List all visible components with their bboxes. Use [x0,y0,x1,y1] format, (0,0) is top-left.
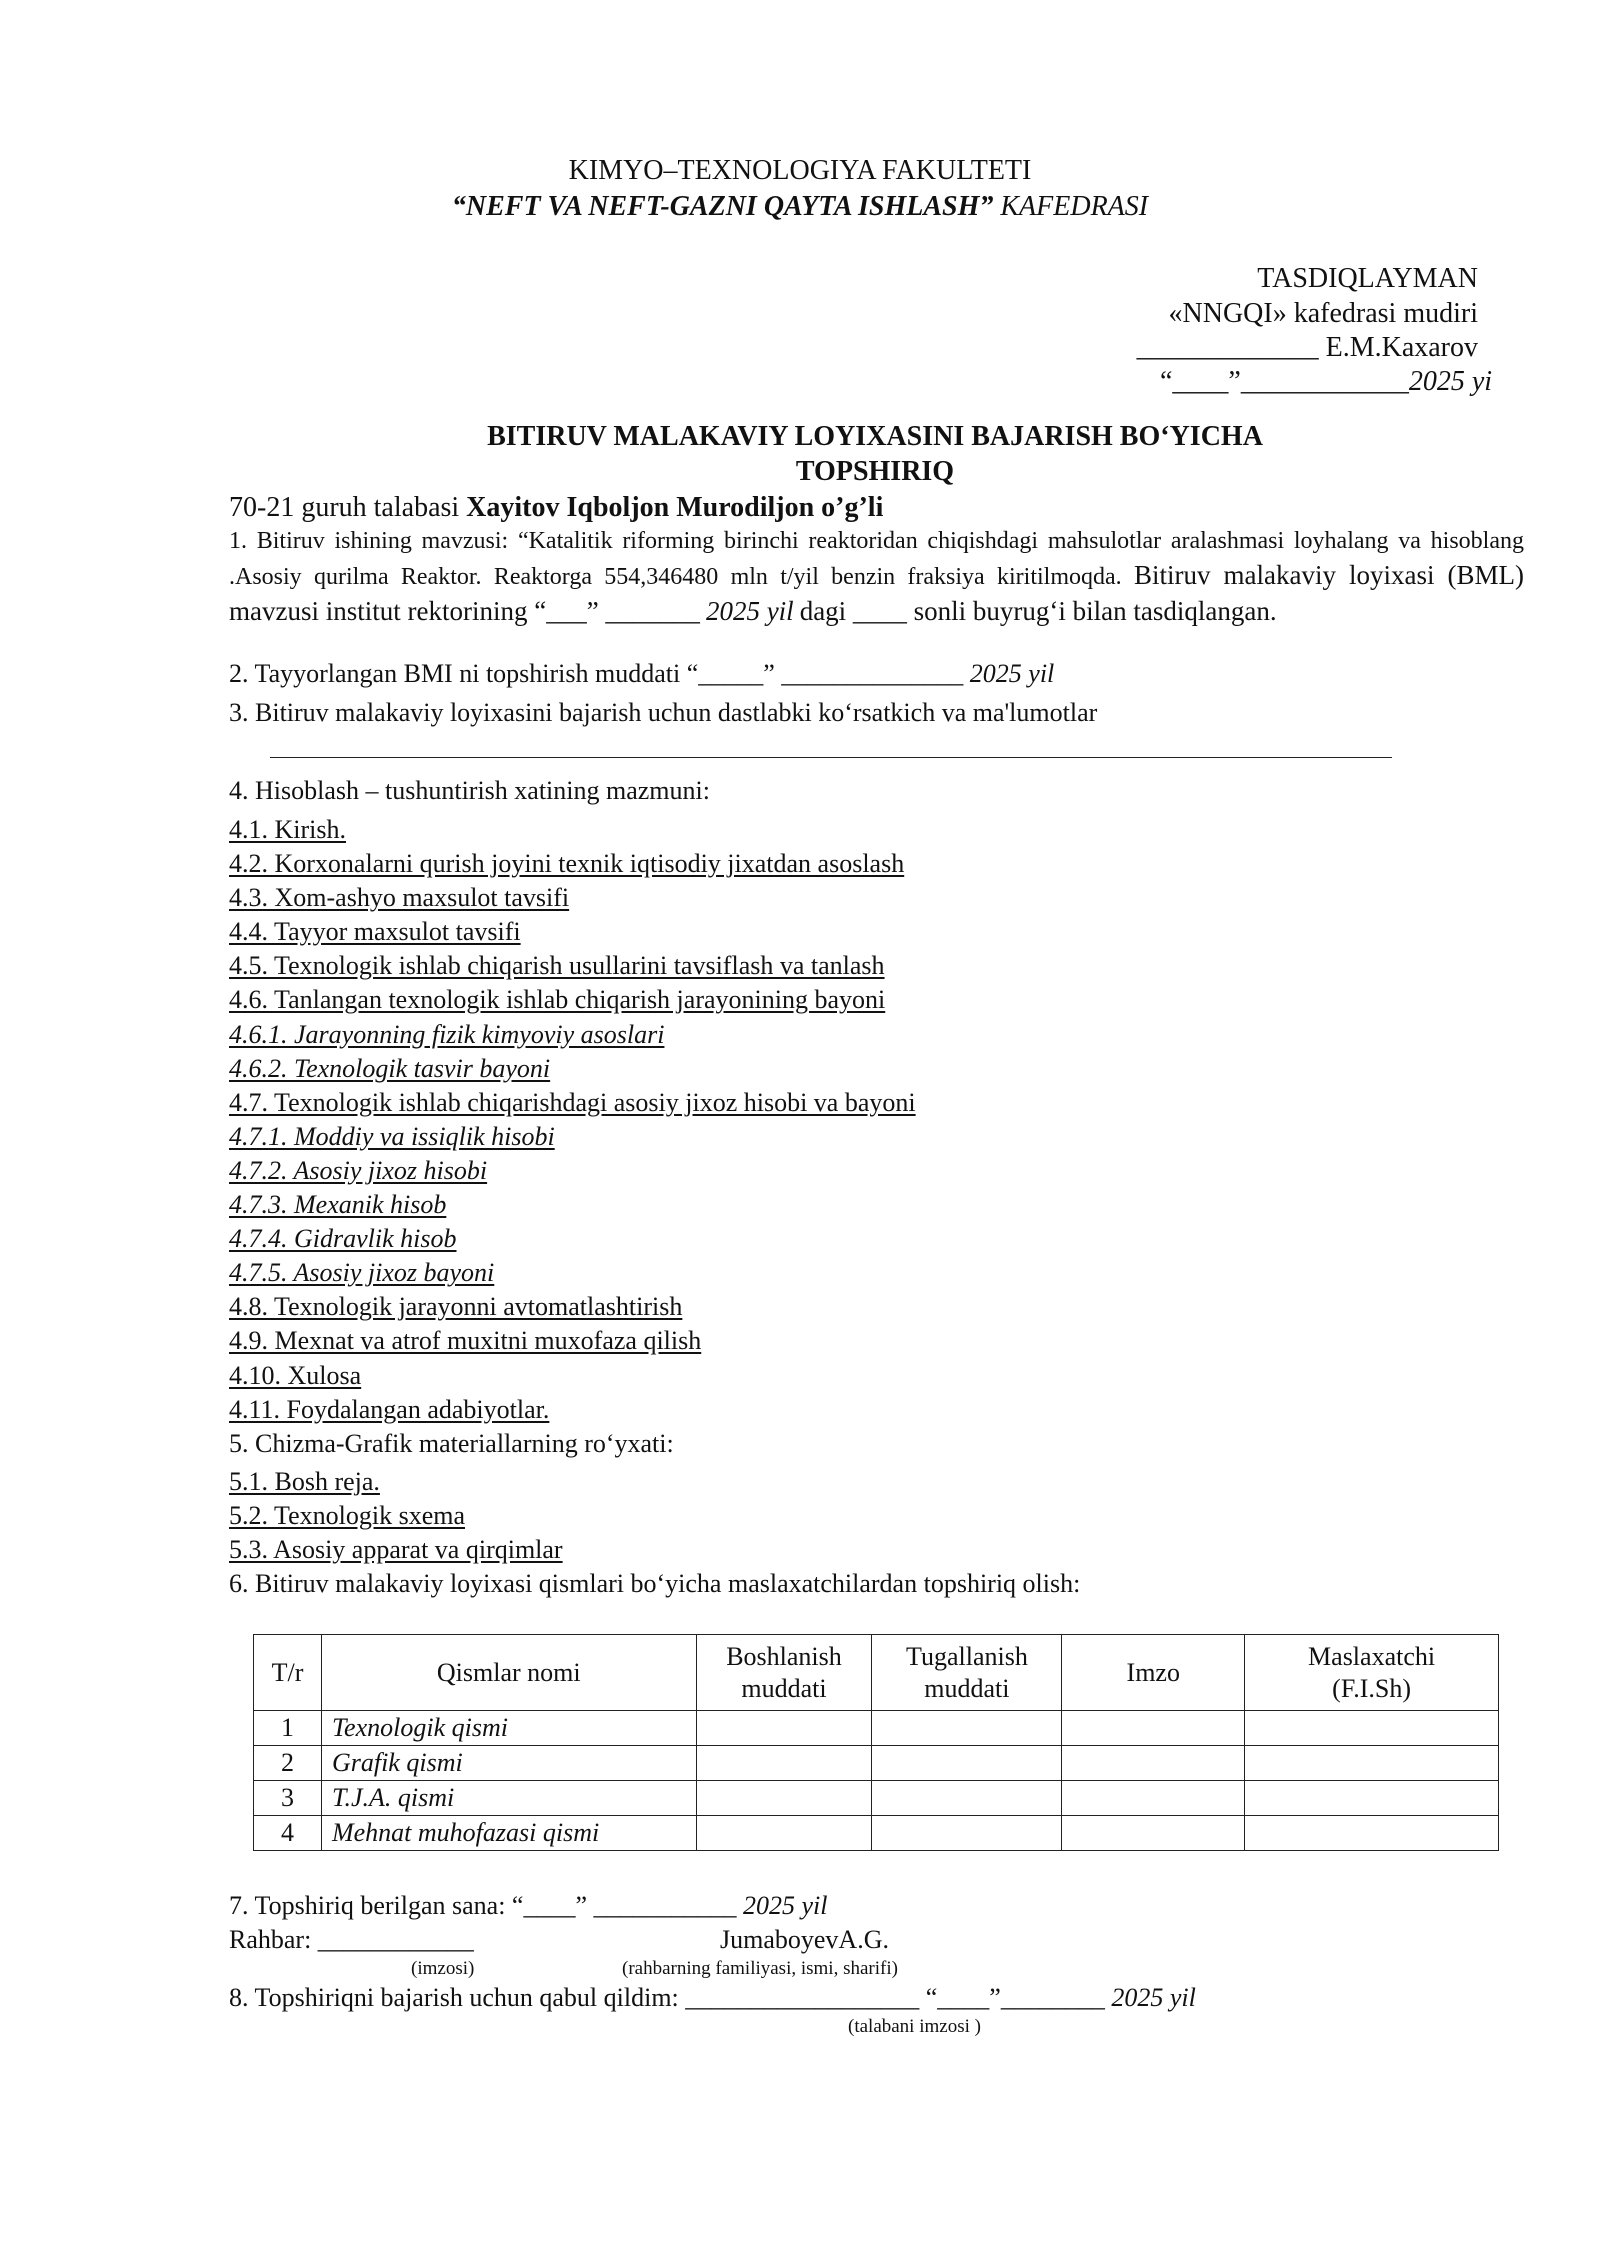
row-number: 2 [254,1746,322,1781]
supervisor-name: JumaboyevA.G. [720,1925,889,1954]
drawing-item: 5.3. Asosiy apparat va qirqimlar [229,1535,563,1564]
column-header: Qismlar nomi [321,1635,696,1711]
drawing-item: 5.2. Texnologik sxema [229,1501,466,1530]
toc-subitem: 4.7.2. Asosiy jixoz hisobi [229,1155,488,1185]
approval-date-blank: “____”____________ [1160,366,1409,397]
item7-year: 2025 yil [743,1891,828,1920]
end-date-cell [872,1711,1062,1746]
drawing-item: 5.1. Bosh reja. [229,1467,380,1496]
toc-item: 4.5. Texnologik ishlab chiqarish usullarini tavsiflash va tanlash [229,951,885,981]
table-row [254,1746,1499,1781]
item7-text: 7. Topshiriq berilgan sana: “____” ___________ [229,1891,737,1920]
column-header: Tugallanish muddati [872,1635,1062,1711]
toc-item: 4.2. Korxonalarni qurish joyini texnik iqtisodiy jixatdan asoslash [229,849,905,879]
end-date-cell [872,1746,1062,1781]
toc-subitem: 4.7.3. Mexanik hisob [229,1190,447,1220]
column-header: T/r [254,1635,322,1711]
signature-cell [1062,1746,1245,1781]
student-line [229,491,883,525]
item4-contents-list [229,813,916,1427]
item1-approval-text: Bitiruv malakaviy loyixasi (BML) mavzusi institut rektorining “___” _______ [229,560,1525,626]
approval-date [1160,365,1492,399]
item4-heading: 4. Hisoblash – tushuntirish xatining mazmuni: [229,776,710,805]
consultant-cell [1245,1816,1499,1851]
toc-item: 4.9. Mexnat va atrof muxitni muxofaza qilish [229,1326,702,1356]
student-signature-caption: (talabani imzosi ) [848,2016,981,2037]
table-header-row [254,1635,1499,1711]
item5-heading: 5. Chizma-Grafik materiallarning ro‘yxati: [229,1429,674,1458]
item1-topic: 1. Bitiruv ishining mavzusi: “Katalitik riforming birinchi reaktoridan chiqishdagi mahsulotlar aralashmasi loyhalang va hisoblang .Asosiy qurilma Reaktor. Reaktorga 554,346480 mln t/yil benzin fraksiya kiritilmoqda. [229,528,1524,590]
toc-item: 4.3. Xom-ashyo maxsulot tavsifi [229,883,570,913]
toc-item: 4.10. Xulosa [229,1360,362,1390]
department-name: “NEFT VA NEFT-GAZNI QAYTA ISHLASH” [451,191,994,222]
student-name: Xayitov Iqboljon Murodiljon o’g’li [466,492,884,523]
table-row [254,1711,1499,1746]
department-heading [0,190,1600,224]
item8-year: 2025 yil [1111,1983,1196,2012]
department-word: KAFEDRASI [1000,191,1149,222]
signature-cell [1062,1781,1245,1816]
item8-text: 8. Topshiriqni bajarish uchun qabul qildim: __________________ “____”________ [229,1983,1105,2012]
toc-item: 4.1. Kirish. [229,815,346,844]
faculty-heading: KIMYO–TEXNOLOGIYA FAKULTETI [568,155,1032,186]
document-title-line1: BITIRUV MALAKAVIY LOYIXASINI BAJARISH BO‘YICHA [487,421,1263,452]
toc-subitem: 4.7.5. Asosiy jixoz bayoni [229,1258,495,1288]
column-header: Maslaxatchi (F.I.Sh) [1245,1635,1499,1711]
supervisor-name-caption: (rahbarning familiyasi, ismi, sharifi) [622,1958,898,1979]
toc-subitem: 4.7.1. Moddiy va issiqlik hisobi [229,1121,555,1151]
column-header: Boshlanish muddati [696,1635,872,1711]
start-date-cell [696,1746,872,1781]
toc-item: 4.7. Texnologik ishlab chiqarishdagi asosiy jixoz hisobi va bayoni [229,1087,916,1117]
toc-subitem: 4.6.1. Jarayonning fizik kimyoviy asoslari [229,1019,665,1049]
end-date-cell [872,1781,1062,1816]
item1-order-text: dagi ____ sonli buyrug‘i bilan tasdiqlangan. [799,596,1277,626]
signature-cell [1062,1711,1245,1746]
toc-subitem: 4.6.2. Texnologik tasvir bayoni [229,1053,551,1083]
signature-caption: (imzosi) [411,1958,475,1979]
supervisor-label: Rahbar: ____________ [229,1925,474,1954]
item2-year: 2025 yil [969,659,1055,688]
item7-line [229,1889,828,1923]
item1-paragraph [229,524,1524,630]
start-date-cell [696,1711,872,1746]
end-date-cell [872,1816,1062,1851]
approval-role: «NNGQI» kafedrasi mudiri [1168,298,1478,329]
item3-blank-line [270,757,1392,758]
toc-item: 4.6. Tanlangan texnologik ishlab chiqarish jarayonining bayoni [229,985,886,1015]
part-name: T.J.A. qismi [321,1781,696,1816]
signature-cell [1062,1816,1245,1851]
approval-title: TASDIQLAYMAN [1257,263,1478,294]
consultant-cell [1245,1781,1499,1816]
approval-date-year: 2025 yi [1408,366,1493,397]
approval-signature: _____________ E.M.Kaxarov [1136,332,1478,363]
table-row [254,1816,1499,1851]
row-number: 3 [254,1781,322,1816]
toc-subitem: 4.7.4. Gidravlik hisob [229,1224,457,1254]
table-row [254,1781,1499,1816]
item2-text: 2. Tayyorlangan BMI ni topshirish muddati “_____” ______________ [229,659,964,688]
item6-heading: 6. Bitiruv malakaviy loyixasi qismlari bo‘yicha maslaxatchilardan topshiriq olish: [229,1569,1081,1598]
part-name: Grafik qismi [321,1746,696,1781]
item1-year: 2025 yil [705,596,794,626]
item3-text: 3. Bitiruv malakaviy loyixasini bajarish uchun dastlabki ko‘rsatkich va ma'lumotlar [229,698,1098,727]
item2-line [229,657,1054,691]
column-header: Imzo [1062,1635,1245,1711]
start-date-cell [696,1781,872,1816]
part-name: Mehnat muhofazasi qismi [321,1816,696,1851]
consultant-cell [1245,1711,1499,1746]
student-prefix: 70-21 guruh talabasi [229,492,460,523]
start-date-cell [696,1816,872,1851]
toc-item: 4.4. Tayyor maxsulot tavsifi [229,917,521,947]
consultants-table [253,1634,1499,1851]
toc-item: 4.8. Texnologik jarayonni avtomatlashtirish [229,1292,683,1322]
row-number: 4 [254,1816,322,1851]
document-title-line2: TOPSHIRIQ [795,456,955,487]
part-name: Texnologik qismi [321,1711,696,1746]
toc-item: 4.11. Foydalangan adabiyotlar. [229,1394,550,1424]
consultant-cell [1245,1746,1499,1781]
item8-line [229,1981,1196,2015]
row-number: 1 [254,1711,322,1746]
